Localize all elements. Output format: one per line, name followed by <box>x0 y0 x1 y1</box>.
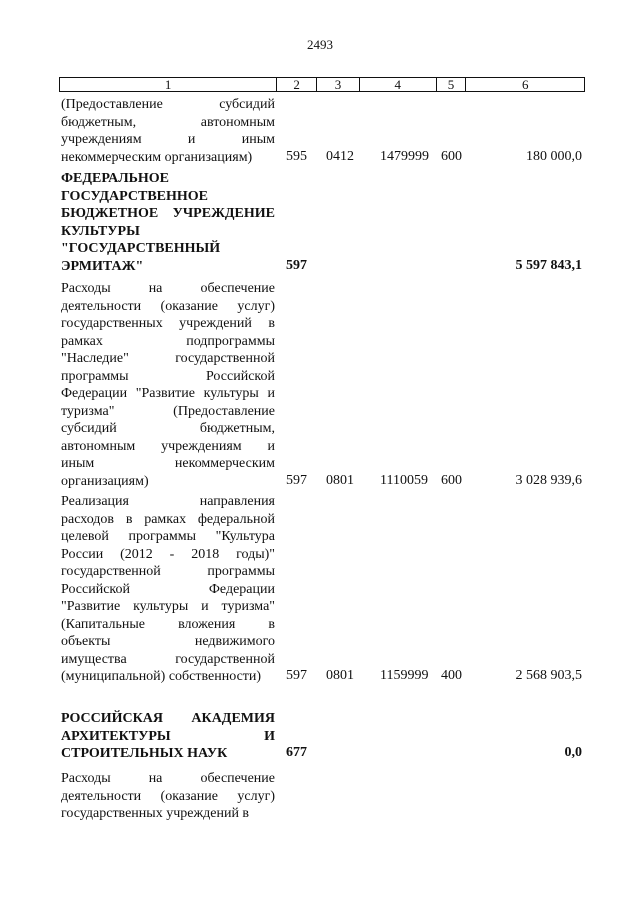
col-section: 0801 <box>326 472 354 488</box>
col-code: 597 <box>286 257 307 273</box>
description-line: ГОСУДАРСТВЕННОЕ <box>61 188 208 204</box>
description-line: АРХИТЕКТУРЫ И <box>61 728 275 744</box>
description-line: целевой программы "Культура <box>61 529 275 544</box>
col-code: 597 <box>286 472 307 488</box>
description-line: организациям) <box>61 473 149 489</box>
description-line: БЮДЖЕТНОЕ УЧРЕЖДЕНИЕ <box>61 206 275 221</box>
description-line: "Наследие" государственной <box>61 351 275 366</box>
description-line: некоммерческим организациям) <box>61 149 253 165</box>
row-description <box>61 710 275 763</box>
description-line: учреждениям и иным <box>61 132 275 147</box>
col-amount: 0,0 <box>564 745 582 760</box>
header-col-6: 6 <box>521 77 529 92</box>
col-type: 400 <box>441 668 462 683</box>
page-number: 2493 <box>307 37 333 52</box>
description-line: Расходы на обеспечение <box>61 281 275 296</box>
description-line: СТРОИТЕЛЬНЫХ НАУК <box>61 746 228 761</box>
description-line: КУЛЬТУРЫ <box>61 223 140 239</box>
description-line: Федерации "Развитие культуры и <box>61 386 275 401</box>
header-col-1: 1 <box>60 78 277 91</box>
description-line: государственных учреждений в <box>61 806 250 821</box>
header-col-3: 3 <box>317 78 360 91</box>
description-line: иным некоммерческим <box>61 456 275 471</box>
col-amount: 180 000,0 <box>526 148 582 164</box>
col-code: 677 <box>286 745 307 760</box>
description-line: Российской Федерации <box>61 581 275 597</box>
description-line: деятельности (оказание услуг) <box>61 788 275 804</box>
row-description <box>61 770 275 823</box>
description-line: субсидий бюджетным, <box>61 421 275 436</box>
col-section: 0412 <box>326 148 354 164</box>
col-type: 600 <box>441 148 462 164</box>
header-col-2: 2 <box>277 78 317 91</box>
description-line: ФЕДЕРАЛЬНОЕ <box>61 171 170 186</box>
description-line: программы Российской <box>61 368 275 384</box>
description-line: Расходы на обеспечение <box>61 771 275 786</box>
description-line: "Развитие культуры и туризма" <box>61 599 275 614</box>
col-type: 600 <box>441 472 462 488</box>
description-line: деятельности (оказание услуг) <box>61 298 275 314</box>
description-line: (Предоставление субсидий <box>61 97 275 112</box>
table-header <box>59 77 585 92</box>
description-line: рамках подпрограммы <box>61 333 275 349</box>
description-line: России (2012 - 2018 годы)" <box>61 546 275 562</box>
col-amount: 5 597 843,1 <box>515 257 582 273</box>
col-code: 595 <box>286 148 307 164</box>
description-line: ЭРМИТАЖ" <box>61 258 144 274</box>
col-amount: 2 568 903,5 <box>515 668 582 683</box>
header-col-4: 4 <box>360 78 437 91</box>
description-line: "ГОСУДАРСТВЕННЫЙ <box>61 241 221 256</box>
description-line: государственной программы <box>61 564 275 579</box>
description-line: государственных учреждений в <box>61 316 275 331</box>
description-line: бюджетным, автономным <box>61 114 275 130</box>
row-description <box>61 493 275 686</box>
description-line: объекты недвижимого <box>61 634 275 649</box>
col-code: 597 <box>286 668 307 683</box>
description-line: (муниципальной) собственности) <box>61 669 262 684</box>
col-section: 0801 <box>326 668 354 683</box>
header-col-5: 5 <box>437 78 467 91</box>
col-target: 1479999 <box>380 148 429 164</box>
row-description <box>61 96 275 166</box>
description-line: имущества государственной <box>61 651 275 667</box>
col-amount: 3 028 939,6 <box>515 472 582 488</box>
description-line: автономным учреждениям и <box>61 438 275 454</box>
col-target: 1110059 <box>380 472 428 488</box>
description-line: расходов в рамках федеральной <box>61 511 275 527</box>
description-line: РОССИЙСКАЯ АКАДЕМИЯ <box>61 711 275 726</box>
description-line: (Капитальные вложения в <box>61 616 275 632</box>
col-target: 1159999 <box>380 668 429 683</box>
description-line: Реализация направления <box>61 494 275 509</box>
description-line: туризма" (Предоставление <box>61 403 275 419</box>
row-description <box>61 170 275 275</box>
row-description <box>61 280 275 490</box>
